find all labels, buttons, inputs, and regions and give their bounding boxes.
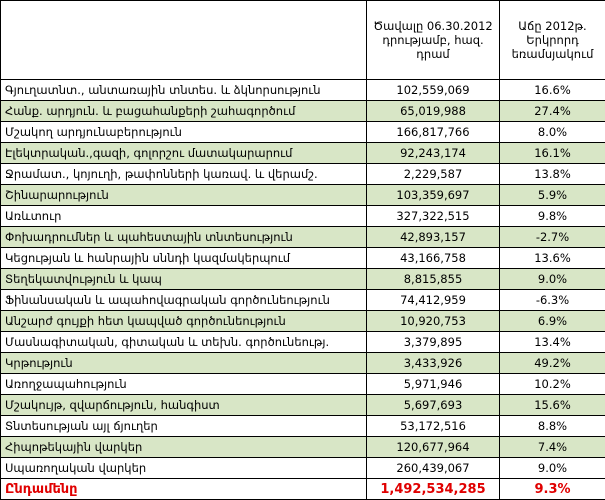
row-value: 327,322,515: [367, 206, 500, 227]
total-label: Ընդամենը: [1, 479, 367, 500]
row-value: 5,971,946: [367, 374, 500, 395]
table-row: [1, 206, 605, 227]
table-row: [1, 248, 605, 269]
table-row: [1, 143, 605, 164]
table-body: [1, 80, 605, 500]
row-label: Կեցության և հանրային սննդի կազմակերպում: [1, 248, 367, 269]
row-label: Մշակող արդյունաբերություն: [1, 122, 367, 143]
row-value: 120,677,964: [367, 437, 500, 458]
row-label: Առևտուր: [1, 206, 367, 227]
row-growth: 15.6%: [500, 395, 605, 416]
row-growth: 49.2%: [500, 353, 605, 374]
table-row: [1, 416, 605, 437]
row-label: Տեղեկատվություն և կապ: [1, 269, 367, 290]
row-label: Փոխադրումներ և պահեստային տնտեսություն: [1, 227, 367, 248]
row-growth: 8.8%: [500, 416, 605, 437]
table-row: [1, 122, 605, 143]
row-value: 102,559,069: [367, 80, 500, 101]
row-label: Էլեկտրական.,գազի, գոլորշու մատակարարում: [1, 143, 367, 164]
row-label: Ֆինանսական և ապահովագրական գործունեություն: [1, 290, 367, 311]
row-growth: 13.8%: [500, 164, 605, 185]
row-value: 103,359,697: [367, 185, 500, 206]
table-row: [1, 458, 605, 479]
row-value: 8,815,855: [367, 269, 500, 290]
row-growth: -6.3%: [500, 290, 605, 311]
row-growth: 13.6%: [500, 248, 605, 269]
table-row: [1, 80, 605, 101]
table-row: [1, 374, 605, 395]
row-value: 10,920,753: [367, 311, 500, 332]
row-growth: 10.2%: [500, 374, 605, 395]
table-row: [1, 185, 605, 206]
row-label: Հիպոթեկային վարկեր: [1, 437, 367, 458]
row-growth: 16.1%: [500, 143, 605, 164]
table-header-row: [1, 1, 605, 80]
table-row: [1, 164, 605, 185]
header-volume: Ծավալը 06.30.2012 դրությամբ, հազ. դրամ: [367, 1, 500, 80]
row-growth: 27.4%: [500, 101, 605, 122]
row-growth: 6.9%: [500, 311, 605, 332]
row-growth: 7.4%: [500, 437, 605, 458]
row-label: Մասնագիտական, գիտական և տեխն. գործունեությ.: [1, 332, 367, 353]
row-value: 5,697,693: [367, 395, 500, 416]
row-value: 42,893,157: [367, 227, 500, 248]
table-row: [1, 290, 605, 311]
row-value: 65,019,988: [367, 101, 500, 122]
row-growth: 8.0%: [500, 122, 605, 143]
row-value: 3,433,926: [367, 353, 500, 374]
row-growth: 9.8%: [500, 206, 605, 227]
row-growth: 9.0%: [500, 458, 605, 479]
table-row: [1, 269, 605, 290]
table-row: [1, 332, 605, 353]
row-label: Սպառողական վարկեր: [1, 458, 367, 479]
row-value: 43,166,758: [367, 248, 500, 269]
total-growth: 9.3%: [500, 479, 605, 500]
row-label: Գյուղատնտ., անտառային տնտես. և ձկնորսություն: [1, 80, 367, 101]
table-row: [1, 395, 605, 416]
table-row: [1, 227, 605, 248]
row-value: 3,379,895: [367, 332, 500, 353]
row-value: 166,817,766: [367, 122, 500, 143]
table-row: [1, 311, 605, 332]
row-label: Մշակույթ, զվարճություն, հանգիստ: [1, 395, 367, 416]
total-value: 1,492,534,285: [367, 479, 500, 500]
row-growth: 5.9%: [500, 185, 605, 206]
row-value: 92,243,174: [367, 143, 500, 164]
row-growth: -2.7%: [500, 227, 605, 248]
row-value: 2,229,587: [367, 164, 500, 185]
table-row: [1, 437, 605, 458]
row-growth: 13.4%: [500, 332, 605, 353]
row-value: 260,439,067: [367, 458, 500, 479]
table-row: [1, 353, 605, 374]
row-value: 74,412,959: [367, 290, 500, 311]
header-sector: [1, 1, 367, 80]
row-label: Ջրամատ., կոյուղի, թափոնների կառավ. և վերամշ.: [1, 164, 367, 185]
table-row: [1, 101, 605, 122]
total-row: [1, 479, 605, 500]
row-label: Առողջապահություն: [1, 374, 367, 395]
row-label: Կրթություն: [1, 353, 367, 374]
row-label: Անշարժ գույքի հետ կապված գործունեություն: [1, 311, 367, 332]
row-label: Շինարարություն: [1, 185, 367, 206]
row-label: Տնտեսության այլ ճյուղեր: [1, 416, 367, 437]
header-growth: Աճը 2012թ. Երկրորդ եռամսյակում: [500, 1, 605, 80]
row-growth: 9.0%: [500, 269, 605, 290]
row-value: 53,172,516: [367, 416, 500, 437]
row-growth: 16.6%: [500, 80, 605, 101]
row-label: Հանք. արդյուն. և բացահանքերի շահագործում: [1, 101, 367, 122]
